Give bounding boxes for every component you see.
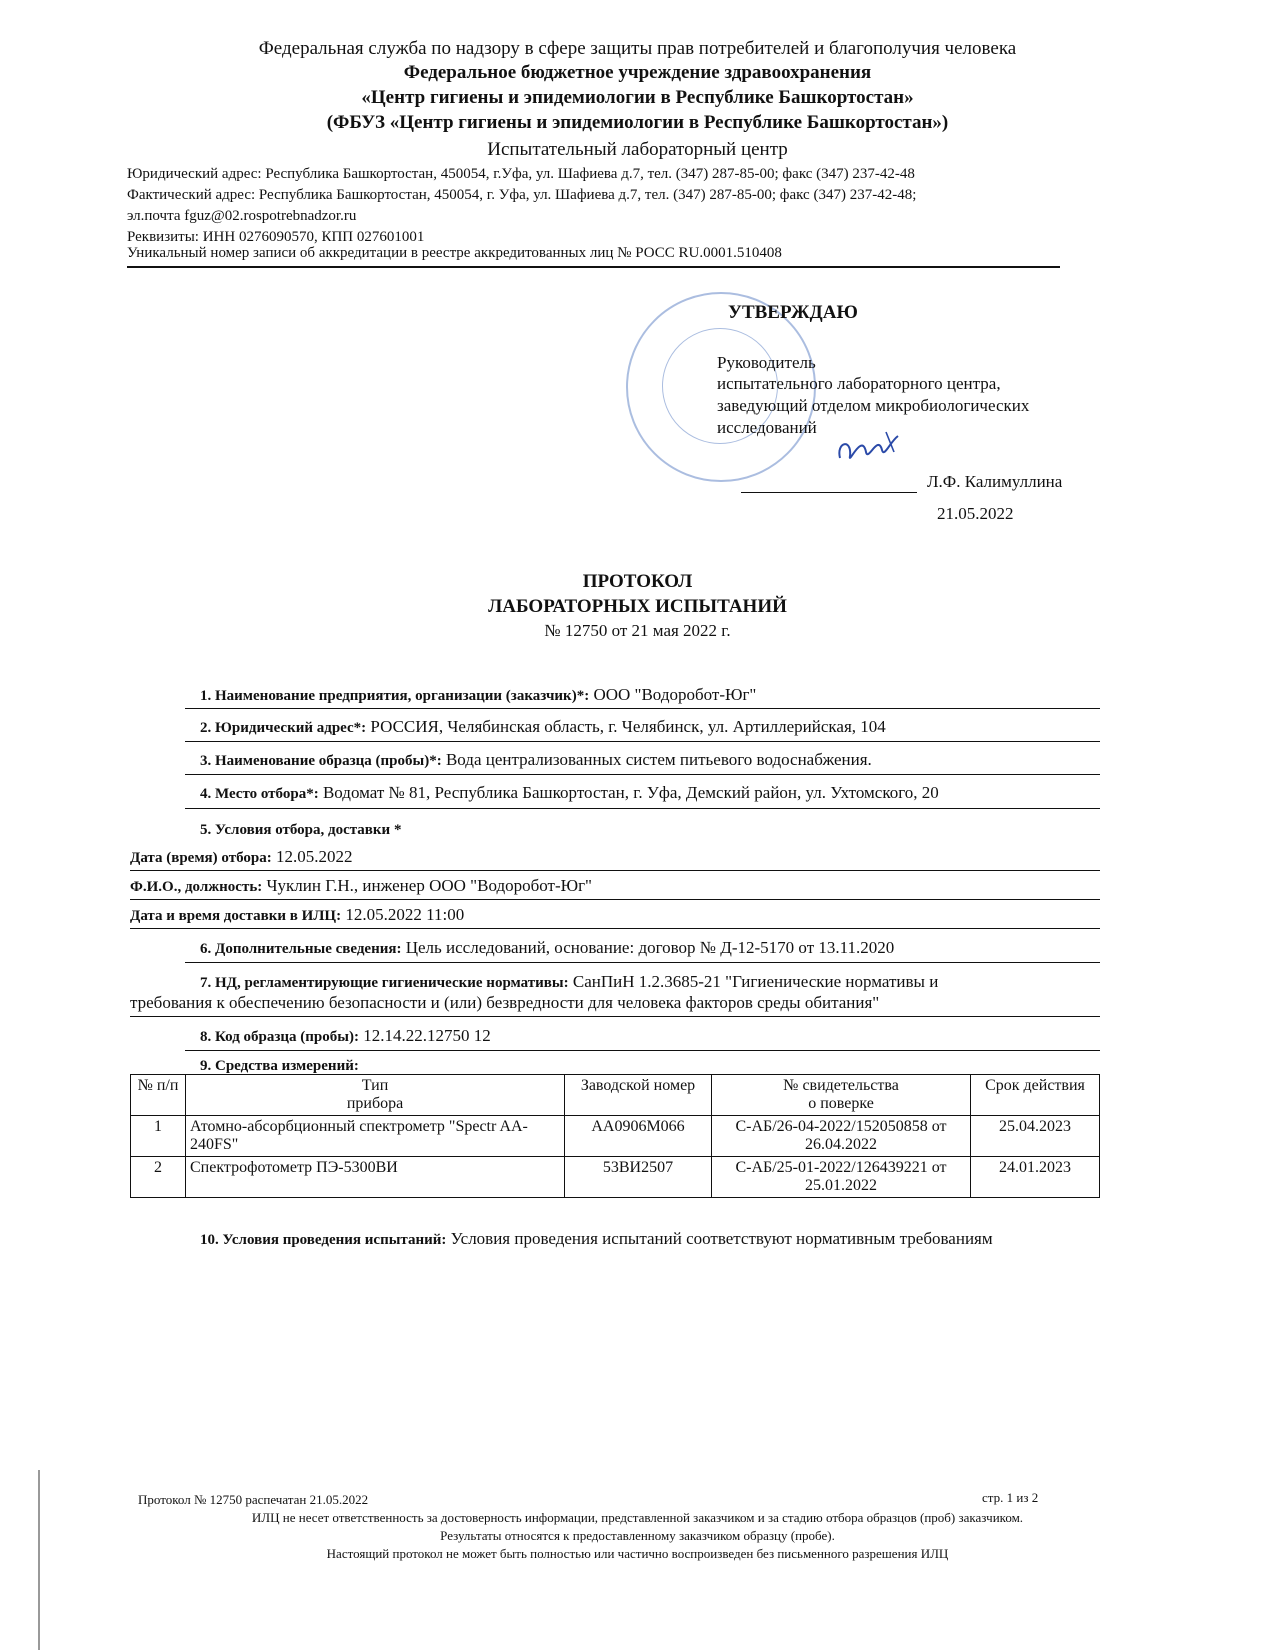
protocol-title: ПРОТОКОЛ (582, 571, 693, 592)
approval-date: 21.05.2022 (937, 504, 1014, 523)
email: эл.почта fguz@02.rospotrebnadzor.ru (127, 208, 357, 224)
field-sampling-place: 4. Место отбора*: Водомат № 81, Республика Башкортостан, г. Уфа, Демский район, ул. Ухтомского, 20 (200, 783, 939, 802)
field-regulations: 7. НД, регламентирующие гигиенические нормативы: СанПиН 1.2.3685-21 "Гигиенические нормативы и (200, 972, 939, 991)
table-row: 1 Атомно-абсорбционный спектрометр "Spectr AA-240FS" AA0906M066 С-АБ/26-04-2022/152050858 от 26.04.2022 25.04.2023 (131, 1116, 1100, 1157)
center-short-name: (ФБУЗ «Центр гигиены и эпидемиологии в Республике Башкортостан») (326, 112, 949, 133)
approver-role-3: заведующий отделом микробиологических (717, 396, 1030, 415)
field-legal-address: 2. Юридический адрес*: РОССИЯ, Челябинская область, г. Челябинск, ул. Артиллерийская, 104 (200, 717, 886, 736)
agency-name: Федеральная служба по надзору в сфере защиты прав потребителей и благополучия человека (258, 38, 1017, 59)
field-additional-info: 6. Дополнительные сведения: Цель исследований, основание: договор № Д-12-5170 от 13.11.2020 (200, 938, 895, 957)
footer-disclaimer-3: Настоящий протокол не может быть полностью или частично воспроизведен без письменного разрешения ИЛЦ (326, 1546, 949, 1561)
col-certificate: № свидетельства о поверке (712, 1075, 971, 1116)
col-serial: Заводской номер (565, 1075, 712, 1116)
approver-role-1: Руководитель (717, 353, 816, 372)
approver-role-2: испытательного лабораторного центра, (717, 374, 1001, 393)
requisites: Реквизиты: ИНН 0276090570, КПП 027601001 (127, 229, 425, 245)
field-delivery-date: Дата и время доставки в ИЛЦ: 12.05.2022 11:00 (130, 905, 465, 924)
field-test-conditions: 10. Условия проведения испытаний: Условия проведения испытаний соответствуют нормативным требованиям (200, 1229, 993, 1248)
actual-address: Фактический адрес: Республика Башкортостан, 450054, г. Уфа, ул. Шафиева д.7, тел. (347) 287-85-00; факс (347) 237-42-48; (127, 187, 917, 203)
approver-role-4: исследований (717, 418, 817, 437)
table-header-row (131, 1075, 1100, 1116)
legal-address: Юридический адрес: Республика Башкортостан, 450054, г.Уфа, ул. Шафиева д.7, тел. (347) 287-85-00; факс (347) 237-42-48 (127, 166, 915, 182)
accreditation-number: Уникальный номер записи об аккредитации в реестре аккредитованных лиц № РОСС RU.0001.510408 (127, 245, 782, 261)
approver-name: Л.Ф. Калимуллина (927, 472, 1063, 491)
center-name: «Центр гигиены и эпидемиологии в Республике Башкортостан» (361, 87, 914, 108)
field-sampling-conditions: 5. Условия отбора, доставки * (200, 822, 402, 838)
field-instruments: 9. Средства измерений: (200, 1058, 359, 1074)
protocol-number: № 12750 от 21 мая 2022 г. (544, 621, 731, 640)
footer-disclaimer-2: Результаты относятся к предоставленному заказчиком образцу (пробе). (440, 1528, 835, 1543)
footer-printed: Протокол № 12750 распечатан 21.05.2022 (138, 1492, 369, 1507)
header-divider (127, 266, 1060, 268)
col-validity: Срок действия (971, 1075, 1100, 1116)
col-type: Тип прибора (186, 1075, 565, 1116)
col-number: № п/п (131, 1075, 186, 1116)
field-sampling-date: Дата (время) отбора: 12.05.2022 (130, 847, 353, 866)
field-sample-name: 3. Наименование образца (пробы)*: Вода централизованных систем питьевого водоснабжения. (200, 750, 872, 769)
field-regulations-cont: требования к обеспечению безопасности и (или) безвредности для человека факторов среды обитания" (130, 993, 880, 1012)
footer-disclaimer-1: ИЛЦ не несет ответственность за достоверность информации, представленной заказчиком и за стадию отбора образцов (проб) заказчиком. (251, 1510, 1024, 1525)
field-sample-code: 8. Код образца (пробы): 12.14.22.12750 12 (200, 1026, 491, 1045)
protocol-subtitle: ЛАБОРАТОРНЫХ ИСПЫТАНИЙ (488, 596, 787, 617)
institution-name: Федеральное бюджетное учреждение здравоохранения (403, 62, 872, 83)
scan-margin-line (38, 1470, 40, 1650)
instruments-table (130, 1074, 1100, 1198)
signature-icon (832, 412, 912, 472)
signature-line (741, 492, 917, 493)
lab-center-name: Испытательный лабораторный центр (487, 139, 788, 160)
field-sampler: Ф.И.О., должность: Чуклин Г.Н., инженер ООО "Водоробот-Юг" (130, 876, 592, 895)
approve-title: УТВЕРЖДАЮ (728, 302, 858, 323)
footer-page-number: стр. 1 из 2 (982, 1490, 1039, 1505)
table-row: 2 Спектрофотометр ПЭ-5300ВИ 53ВИ2507 С-АБ/25-01-2022/126439221 от 25.01.2022 24.01.2023 (131, 1157, 1100, 1198)
field-customer: 1. Наименование предприятия, организации (заказчик)*: ООО "Водоробот-Юг" (200, 685, 757, 704)
